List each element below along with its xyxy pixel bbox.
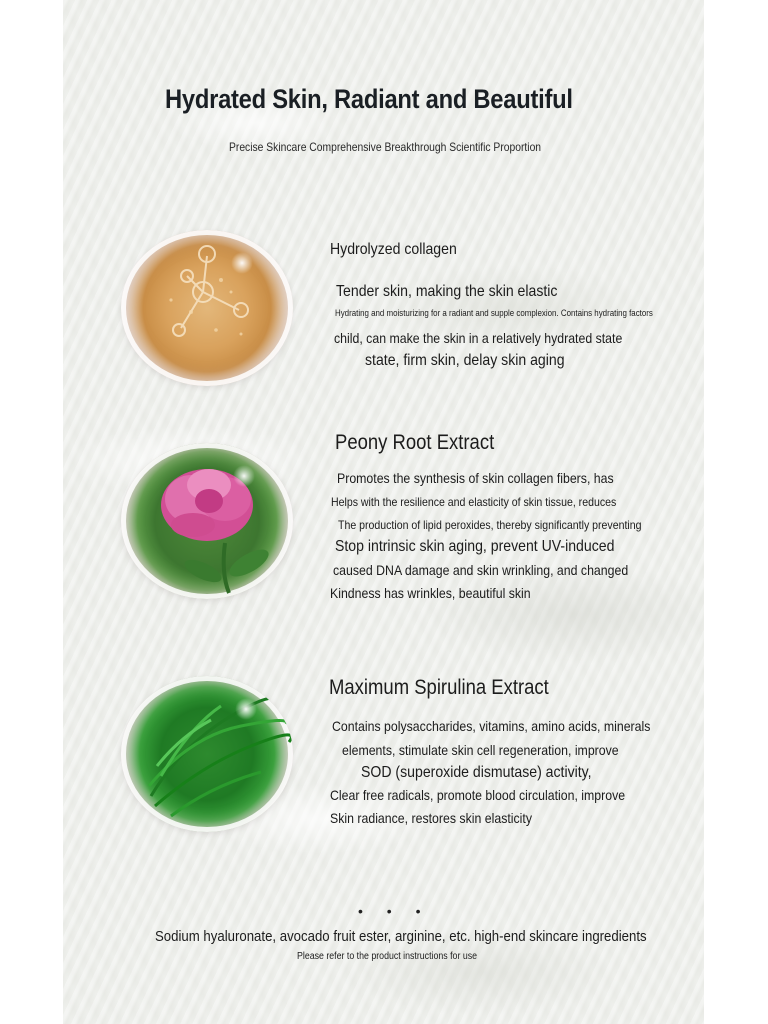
ingredient-text-line: Promotes the synthesis of skin collagen fibers, has — [337, 470, 614, 486]
spirulina-icon — [121, 676, 293, 832]
ingredient-text-line: Stop intrinsic skin aging, prevent UV-induced — [335, 538, 615, 555]
page-title: Hydrated Skin, Radiant and Beautiful — [165, 84, 573, 114]
ingredient-name-spirulina: Maximum Spirulina Extract — [329, 676, 549, 699]
orb-highlight — [233, 465, 255, 487]
ingredient-text-line: Helps with the resilience and elasticity of skin tissue, reduces — [331, 495, 617, 509]
peony-flower-icon — [121, 443, 293, 599]
collagen-molecule-orb — [121, 230, 293, 386]
ingredient-text-line: SOD (superoxide dismutase) activity, — [361, 764, 592, 781]
footer-note: Please refer to the product instructions for use — [297, 951, 478, 962]
ingredient-text-line: caused DNA damage and skin wrinkling, and changed — [333, 562, 629, 578]
ingredient-text-line: Kindness has wrinkles, beautiful skin — [330, 585, 531, 601]
ingredient-text-line: Clear free radicals, promote blood circulation, improve — [330, 787, 626, 803]
ingredient-text-line: child, can make the skin in a relatively hydrated state — [334, 330, 623, 346]
ingredient-text-line: state, firm skin, delay skin aging — [365, 352, 565, 369]
ingredient-text-line: elements, stimulate skin cell regeneration, improve — [342, 742, 619, 758]
ingredient-text-line: Hydrating and moisturizing for a radiant and supple complexion. Contains hydrating factors — [335, 308, 653, 318]
ingredient-text-line: Tender skin, making the skin elastic — [336, 283, 558, 300]
page-subtitle: Precise Skincare Comprehensive Breakthrough Scientific Proportion — [229, 140, 542, 154]
molecule-icon — [121, 230, 293, 386]
footer-ingredients: Sodium hyaluronate, avocado fruit ester, arginine, etc. high-end skincare ingredients — [155, 928, 647, 945]
ingredient-text-line: The production of lipid peroxides, thereby significantly preventing — [338, 518, 642, 532]
ingredient-text-line: Skin radiance, restores skin elasticity — [330, 810, 533, 826]
orb-highlight — [231, 252, 253, 274]
decorative-dots: • • • — [358, 903, 431, 919]
ingredient-name-collagen: Hydrolyzed collagen — [330, 241, 457, 258]
spirulina-orb — [121, 676, 293, 832]
ingredient-name-peony: Peony Root Extract — [335, 431, 495, 454]
orb-highlight — [235, 698, 257, 720]
ingredient-text-line: Contains polysaccharides, vitamins, amino acids, minerals — [332, 718, 651, 734]
peony-flower-orb — [121, 443, 293, 599]
